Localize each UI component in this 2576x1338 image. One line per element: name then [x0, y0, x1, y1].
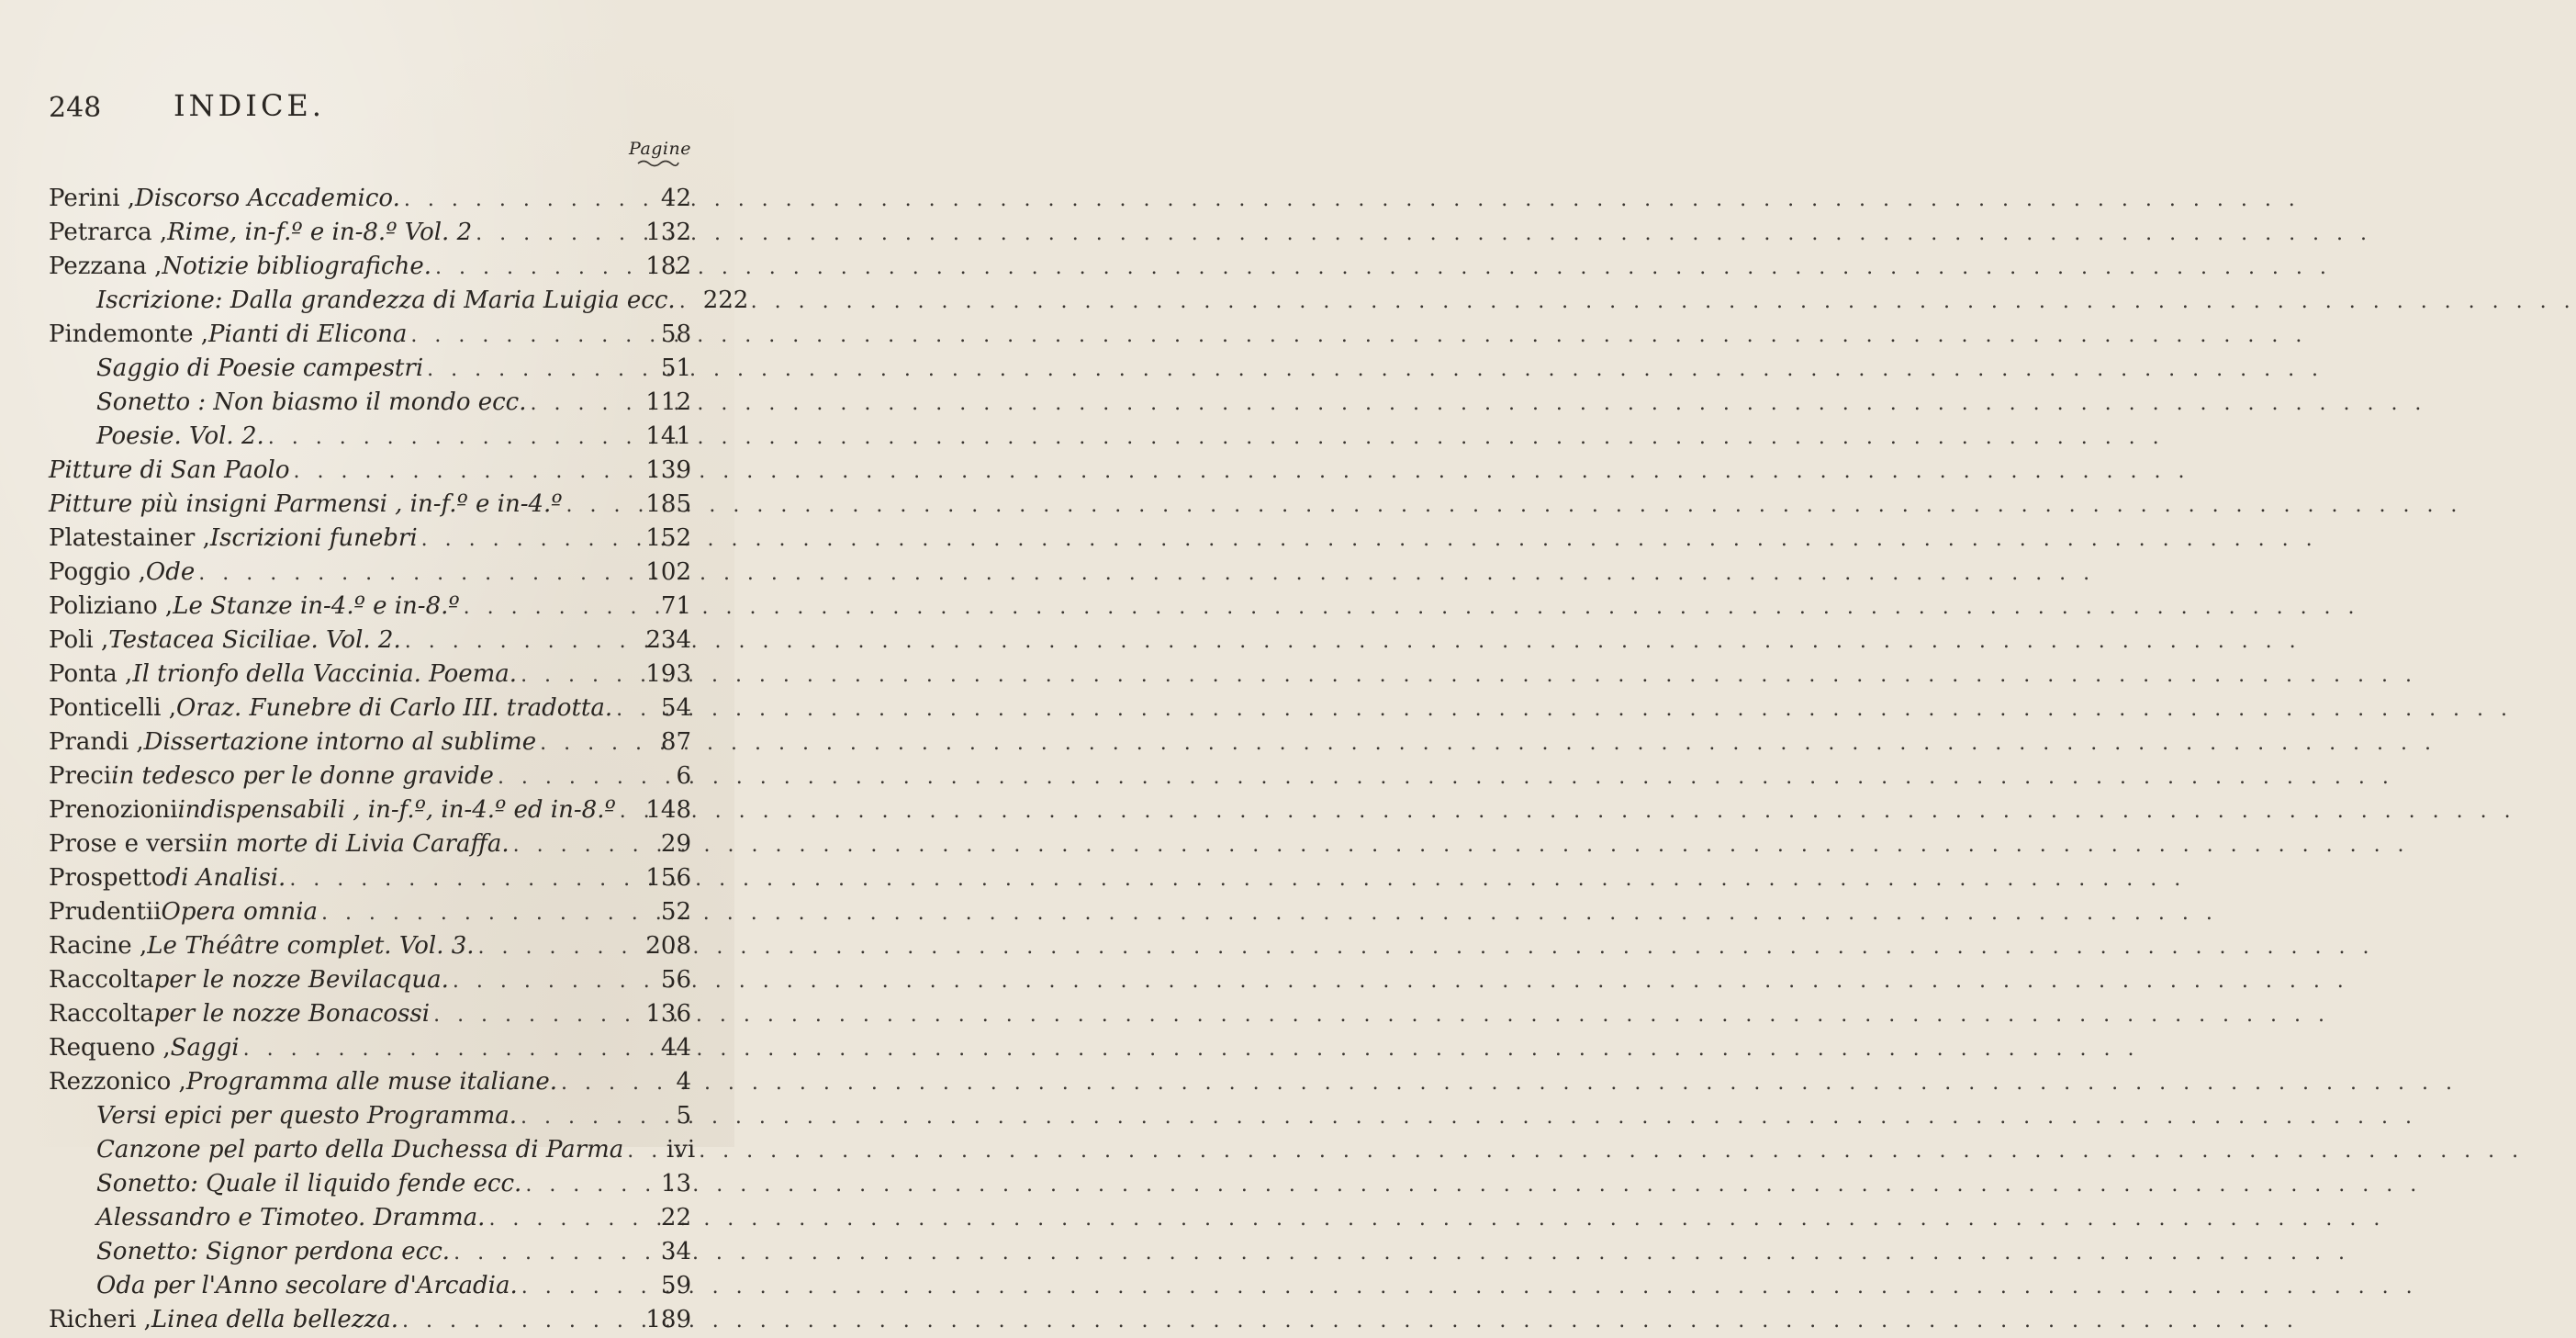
entry-title: Testacea Siciliae. Vol. 2. [108, 626, 401, 654]
index-entry [49, 691, 691, 725]
entry-page-number: 6 [676, 762, 691, 790]
index-entry [49, 1031, 691, 1065]
dot-leader [453, 964, 642, 998]
entry-title: Dissertazione intorno al sublime [143, 728, 537, 756]
document-page [0, 0, 749, 1333]
dot-leader [243, 1032, 642, 1066]
entry-page-number: 148 [645, 796, 691, 824]
entry-page-number: 58 [660, 320, 691, 348]
entry-page-number: 185 [645, 490, 691, 518]
dot-leader [404, 183, 642, 217]
page-number: 248 [49, 92, 102, 124]
index-entry [49, 556, 691, 590]
dot-leader [427, 353, 642, 387]
dot-leader [478, 930, 641, 964]
index-entry [49, 1065, 691, 1099]
index-entry [49, 284, 749, 318]
dot-leader [498, 760, 642, 794]
dot-leader [561, 1066, 642, 1100]
entry-page-number: 132 [645, 219, 691, 246]
ornament-rule [636, 158, 680, 167]
index-entry [49, 386, 691, 420]
dot-leader [566, 489, 641, 523]
entry-title: Canzone pel parto della Duchessa di Parma [96, 1136, 624, 1164]
entry-page-number: 208 [645, 932, 691, 960]
entry-page-number: 51 [660, 354, 691, 382]
entry-author: Prenozioni [49, 796, 178, 824]
index-entry [49, 997, 691, 1031]
entry-page-number: 156 [645, 864, 691, 892]
entry-author: Raccolta [49, 1000, 154, 1028]
index-entry [49, 827, 691, 861]
entry-title: Poesie. Vol. 2. [96, 422, 264, 450]
entry-title: Saggio di Poesie campestri [96, 354, 424, 382]
entry-author: Ponta , [49, 660, 133, 688]
dot-leader [198, 557, 640, 590]
entry-title: Ode [145, 558, 196, 586]
dot-leader [616, 692, 642, 726]
entry-title: Iscrizione: Dalla grandezza di Maria Luigia ecc. [96, 287, 676, 314]
index-entry [49, 318, 691, 352]
entry-author: Richeri , [49, 1306, 151, 1333]
index-entry [49, 658, 691, 691]
entry-title: Sonetto: Signor perdona ecc. [96, 1238, 451, 1265]
entry-page-number: 71 [660, 592, 691, 620]
entry-page-number: 102 [645, 558, 691, 586]
entry-title: Programma alle muse italiane. [185, 1068, 558, 1096]
entry-title: Pitture di San Paolo [49, 456, 290, 484]
entry-title: Sonetto : Non biasmo il mondo ecc. [96, 388, 527, 416]
entry-title: Notizie bibliografiche. [162, 253, 431, 280]
entry-page-number: 42 [660, 185, 691, 212]
dot-leader [435, 251, 640, 285]
dot-leader [410, 319, 642, 353]
entry-author: Perini , [49, 185, 136, 212]
entry-author: Prudentii [49, 898, 162, 926]
entry-author: Requeno , [49, 1034, 171, 1062]
entry-title: Alessandro e Timoteo. Dramma. [96, 1204, 486, 1231]
entry-author: Prandi , [49, 728, 144, 756]
entry-title: per le nozze Bevilacqua. [153, 966, 449, 994]
dot-leader [620, 794, 641, 828]
index-entry [49, 725, 691, 759]
dot-leader [679, 285, 698, 319]
index-entry [49, 488, 691, 522]
index-entry [49, 216, 691, 250]
index-entry [49, 1235, 691, 1269]
entry-title: Le Théâtre complet. Vol. 3. [147, 932, 475, 960]
entry-title: di Analisi. [165, 864, 286, 892]
dot-leader [540, 726, 642, 760]
entry-title: Oraz. Funebre di Carlo III. tradotta. [176, 694, 613, 722]
dot-leader [521, 1100, 642, 1134]
index-entry [49, 182, 691, 216]
entry-page-number: 56 [660, 966, 691, 994]
index-entry [49, 1167, 691, 1201]
entry-author: Preci [49, 762, 112, 790]
entry-title: Pianti di Elicona [208, 320, 408, 348]
index-entry [49, 895, 691, 929]
entry-author: Petrarca , [49, 219, 168, 246]
entry-page-number: 152 [645, 524, 691, 552]
index-entry [49, 522, 691, 556]
entry-title: in morte di Livia Caraffa. [205, 830, 510, 858]
entry-page-number: 182 [645, 253, 691, 280]
entry-title: Il trionfo della Vaccinia. Poema. [132, 660, 518, 688]
entry-page-number: 136 [645, 1000, 691, 1028]
entry-title: Discorso Accademico. [135, 185, 400, 212]
entry-page-number: 139 [645, 456, 691, 484]
index-entry [49, 929, 691, 963]
entry-title: Sonetto: Quale il liquido fende ecc. [96, 1170, 522, 1197]
dot-leader [294, 455, 641, 489]
entry-page-number: ivi [666, 1136, 696, 1164]
entry-author: Raccolta [49, 966, 154, 994]
dot-leader [476, 217, 640, 251]
dot-leader [268, 421, 641, 455]
dot-leader [454, 1236, 642, 1270]
dot-leader [521, 1270, 642, 1304]
running-title: INDICE. [174, 88, 325, 123]
entry-author: Prose e versi [49, 830, 206, 858]
entry-author: Poli , [49, 626, 109, 654]
dot-leader [289, 862, 640, 896]
dot-leader [402, 1304, 640, 1338]
index-entry [49, 420, 691, 454]
entry-page-number: 112 [645, 388, 691, 416]
entry-title: Rime, in-f.º e in-8.º Vol. 2 [167, 219, 473, 246]
index-entry [49, 1099, 691, 1133]
column-heading [49, 0, 691, 184]
dot-leader [513, 828, 642, 862]
dot-leader [433, 998, 640, 1032]
index-entry [49, 454, 691, 488]
entry-page-number: 59 [660, 1272, 691, 1299]
entry-author: Platestainer , [49, 524, 210, 552]
entry-page-number: 193 [645, 660, 691, 688]
index-entry [49, 1201, 691, 1235]
entry-author: Prospetto [49, 864, 166, 892]
index-entry [49, 1269, 691, 1303]
index-entries [49, 182, 749, 1337]
dot-leader [464, 590, 642, 624]
entry-author: Pindemonte , [49, 320, 209, 348]
index-entry [49, 1303, 691, 1337]
index-entry [49, 624, 691, 658]
index-entry [49, 590, 691, 624]
entry-page-number: 5 [676, 1102, 691, 1130]
entry-title: Pitture più insigni Parmensi , in-f.º e in-4.º [49, 490, 563, 518]
entry-title: Versi epici per questo Programma. [96, 1102, 518, 1130]
entry-page-number: 222 [702, 287, 749, 314]
entry-title: Opera omnia [161, 898, 318, 926]
entry-page-number: 22 [660, 1204, 691, 1231]
entry-page-number: 54 [660, 694, 691, 722]
index-entry [49, 250, 691, 284]
entry-author: Racine , [49, 932, 148, 960]
entry-author: Rezzonico , [49, 1068, 186, 1096]
entry-page-number: 87 [660, 728, 691, 756]
entry-page-number: 234 [645, 626, 691, 654]
entry-title: Iscrizioni funebri [209, 524, 418, 552]
entry-author: Poliziano , [49, 592, 174, 620]
entry-title: in tedesco per le donne gravide [111, 762, 494, 790]
entry-author: Pezzana , [49, 253, 162, 280]
index-entry [49, 759, 691, 793]
entry-page-number: 34 [660, 1238, 691, 1265]
index-entry [49, 793, 691, 827]
entry-title: indispensabili , in-f.º, in-4.º ed in-8.º [177, 796, 616, 824]
entry-title: per le nozze Bonacossi [153, 1000, 431, 1028]
entry-page-number: 189 [645, 1306, 691, 1333]
pagine-label: Pagine [629, 139, 691, 159]
dot-leader [525, 1168, 642, 1202]
dot-leader [627, 1134, 645, 1168]
entry-page-number: 29 [660, 830, 691, 858]
dot-leader [321, 896, 642, 930]
dot-leader [531, 387, 641, 421]
entry-page-number: 44 [660, 1034, 691, 1062]
entry-title: Oda per l'Anno secolare d'Arcadia. [96, 1272, 518, 1299]
dot-leader [521, 658, 640, 692]
entry-page-number: 13 [660, 1170, 691, 1197]
index-entry [49, 1133, 696, 1167]
entry-page-number: 52 [660, 898, 691, 926]
dot-leader [405, 624, 641, 658]
entry-title: Saggi [170, 1034, 240, 1062]
entry-author: Ponticelli , [49, 694, 177, 722]
dot-leader [488, 1202, 642, 1236]
entry-title: Linea della bellezza. [151, 1306, 398, 1333]
index-entry [49, 963, 691, 997]
index-entry [49, 861, 691, 895]
entry-page-number: 4 [676, 1068, 691, 1096]
entry-author: Poggio , [49, 558, 146, 586]
index-entry [49, 352, 691, 386]
entry-title: Le Stanze in-4.º e in-8.º [173, 592, 460, 620]
dot-leader [421, 523, 641, 557]
entry-page-number: 141 [645, 422, 691, 450]
